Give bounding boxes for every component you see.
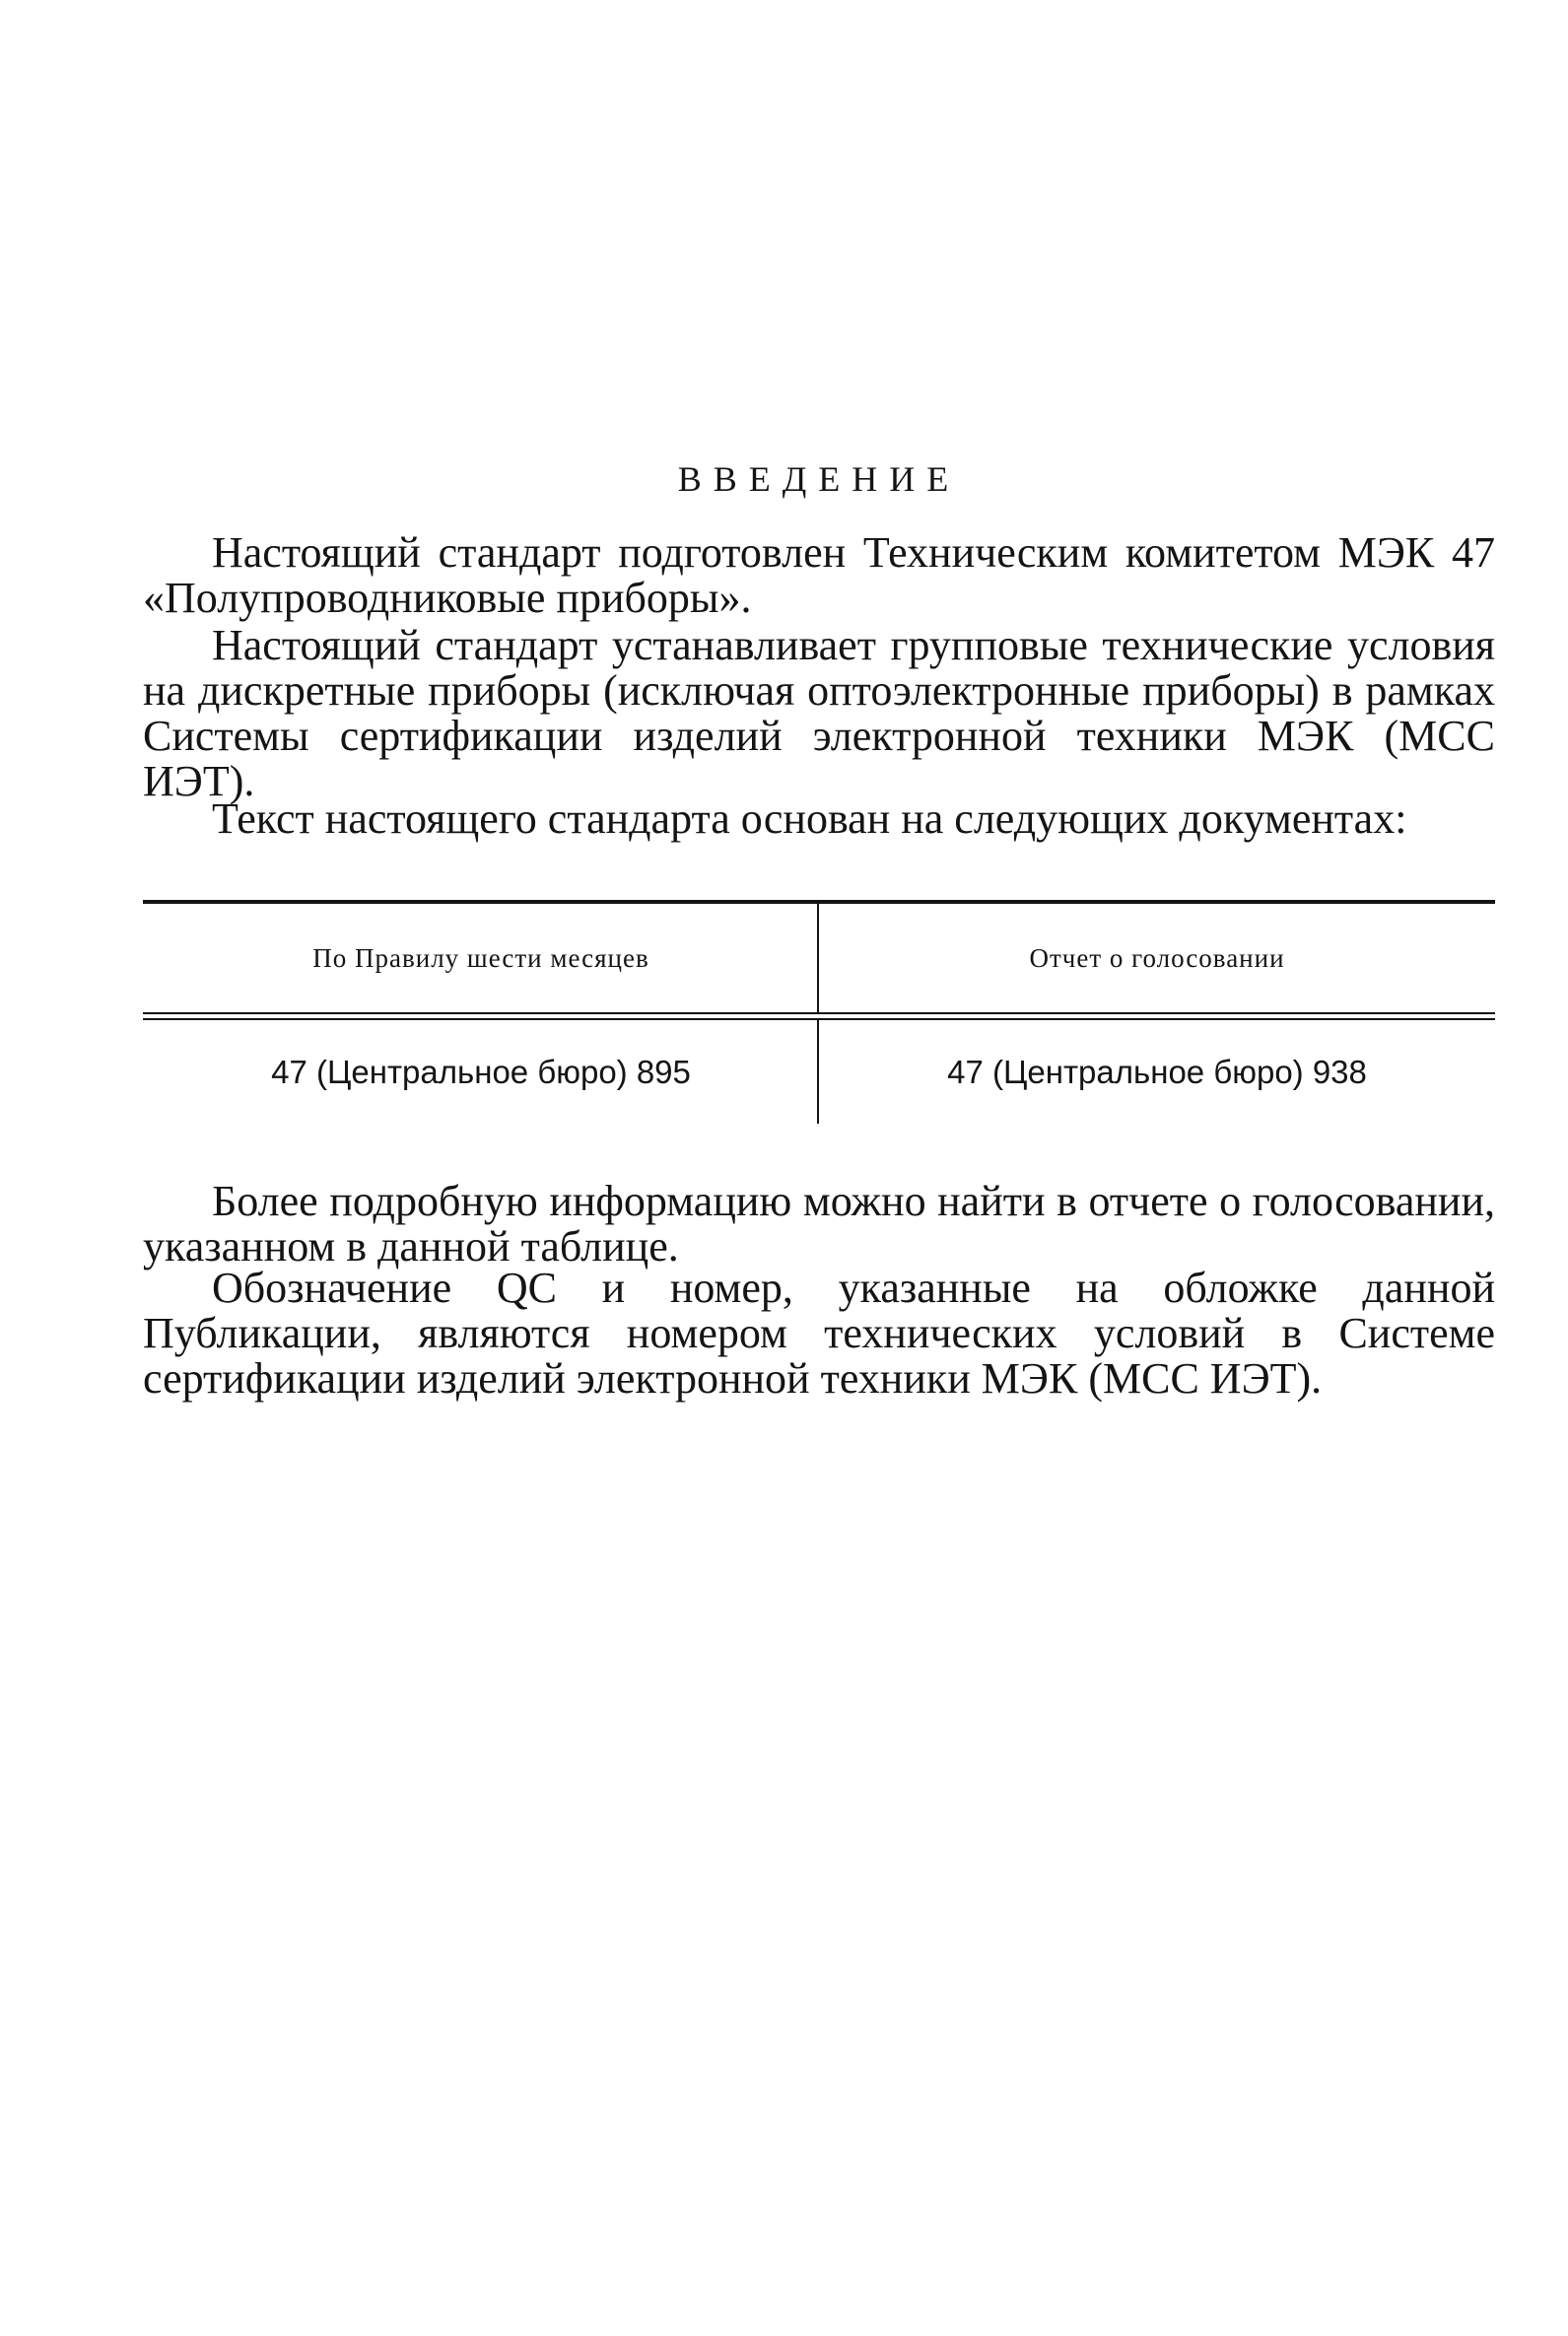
table-header-six-months: По Правилу шести месяцев	[312, 942, 649, 973]
table-cell-six-months: 47 (Центральное бюро) 895	[271, 1053, 691, 1090]
table-row	[143, 1020, 1495, 1124]
paragraph-basis: Текст настоящего стандарта основан на следующих документах:	[212, 794, 1407, 843]
table-header-row	[143, 904, 1495, 1012]
documents-table	[143, 900, 1495, 1124]
table-column-divider	[817, 904, 819, 1012]
paragraph-committee: Настоящий стандарт подготовлен Техническим комитетом МЭК 47 «Полупроводниковые приборы».	[143, 528, 1495, 622]
paragraph-scope: Настоящий стандарт устанавливает групповые технические условия на дискретные приборы (исключая оптоэлектронные приборы) в рамках Системы сертификации изделий электронной техники МЭК (МСС ИЭТ).	[143, 621, 1495, 805]
table-header-voting-report: Отчет о голосовании	[1029, 942, 1285, 973]
paragraph-more-info: Более подробную информацию можно найти в отчете о голосовании, указанном в данной таблице.	[143, 1177, 1495, 1271]
table-cell-voting-report: 47 (Центральное бюро) 938	[947, 1053, 1367, 1090]
table-header-rule	[143, 1012, 1495, 1020]
table-column-divider	[817, 1020, 819, 1124]
page-heading: ВВЕДЕНИЕ	[677, 459, 961, 499]
paragraph-qc-designation: Обозначение QC и номер, указанные на обложке данной Публикации, являются номером технических условий в Системе сертификации изделий электронной техники МЭК (МСС ИЭТ).	[143, 1264, 1495, 1403]
